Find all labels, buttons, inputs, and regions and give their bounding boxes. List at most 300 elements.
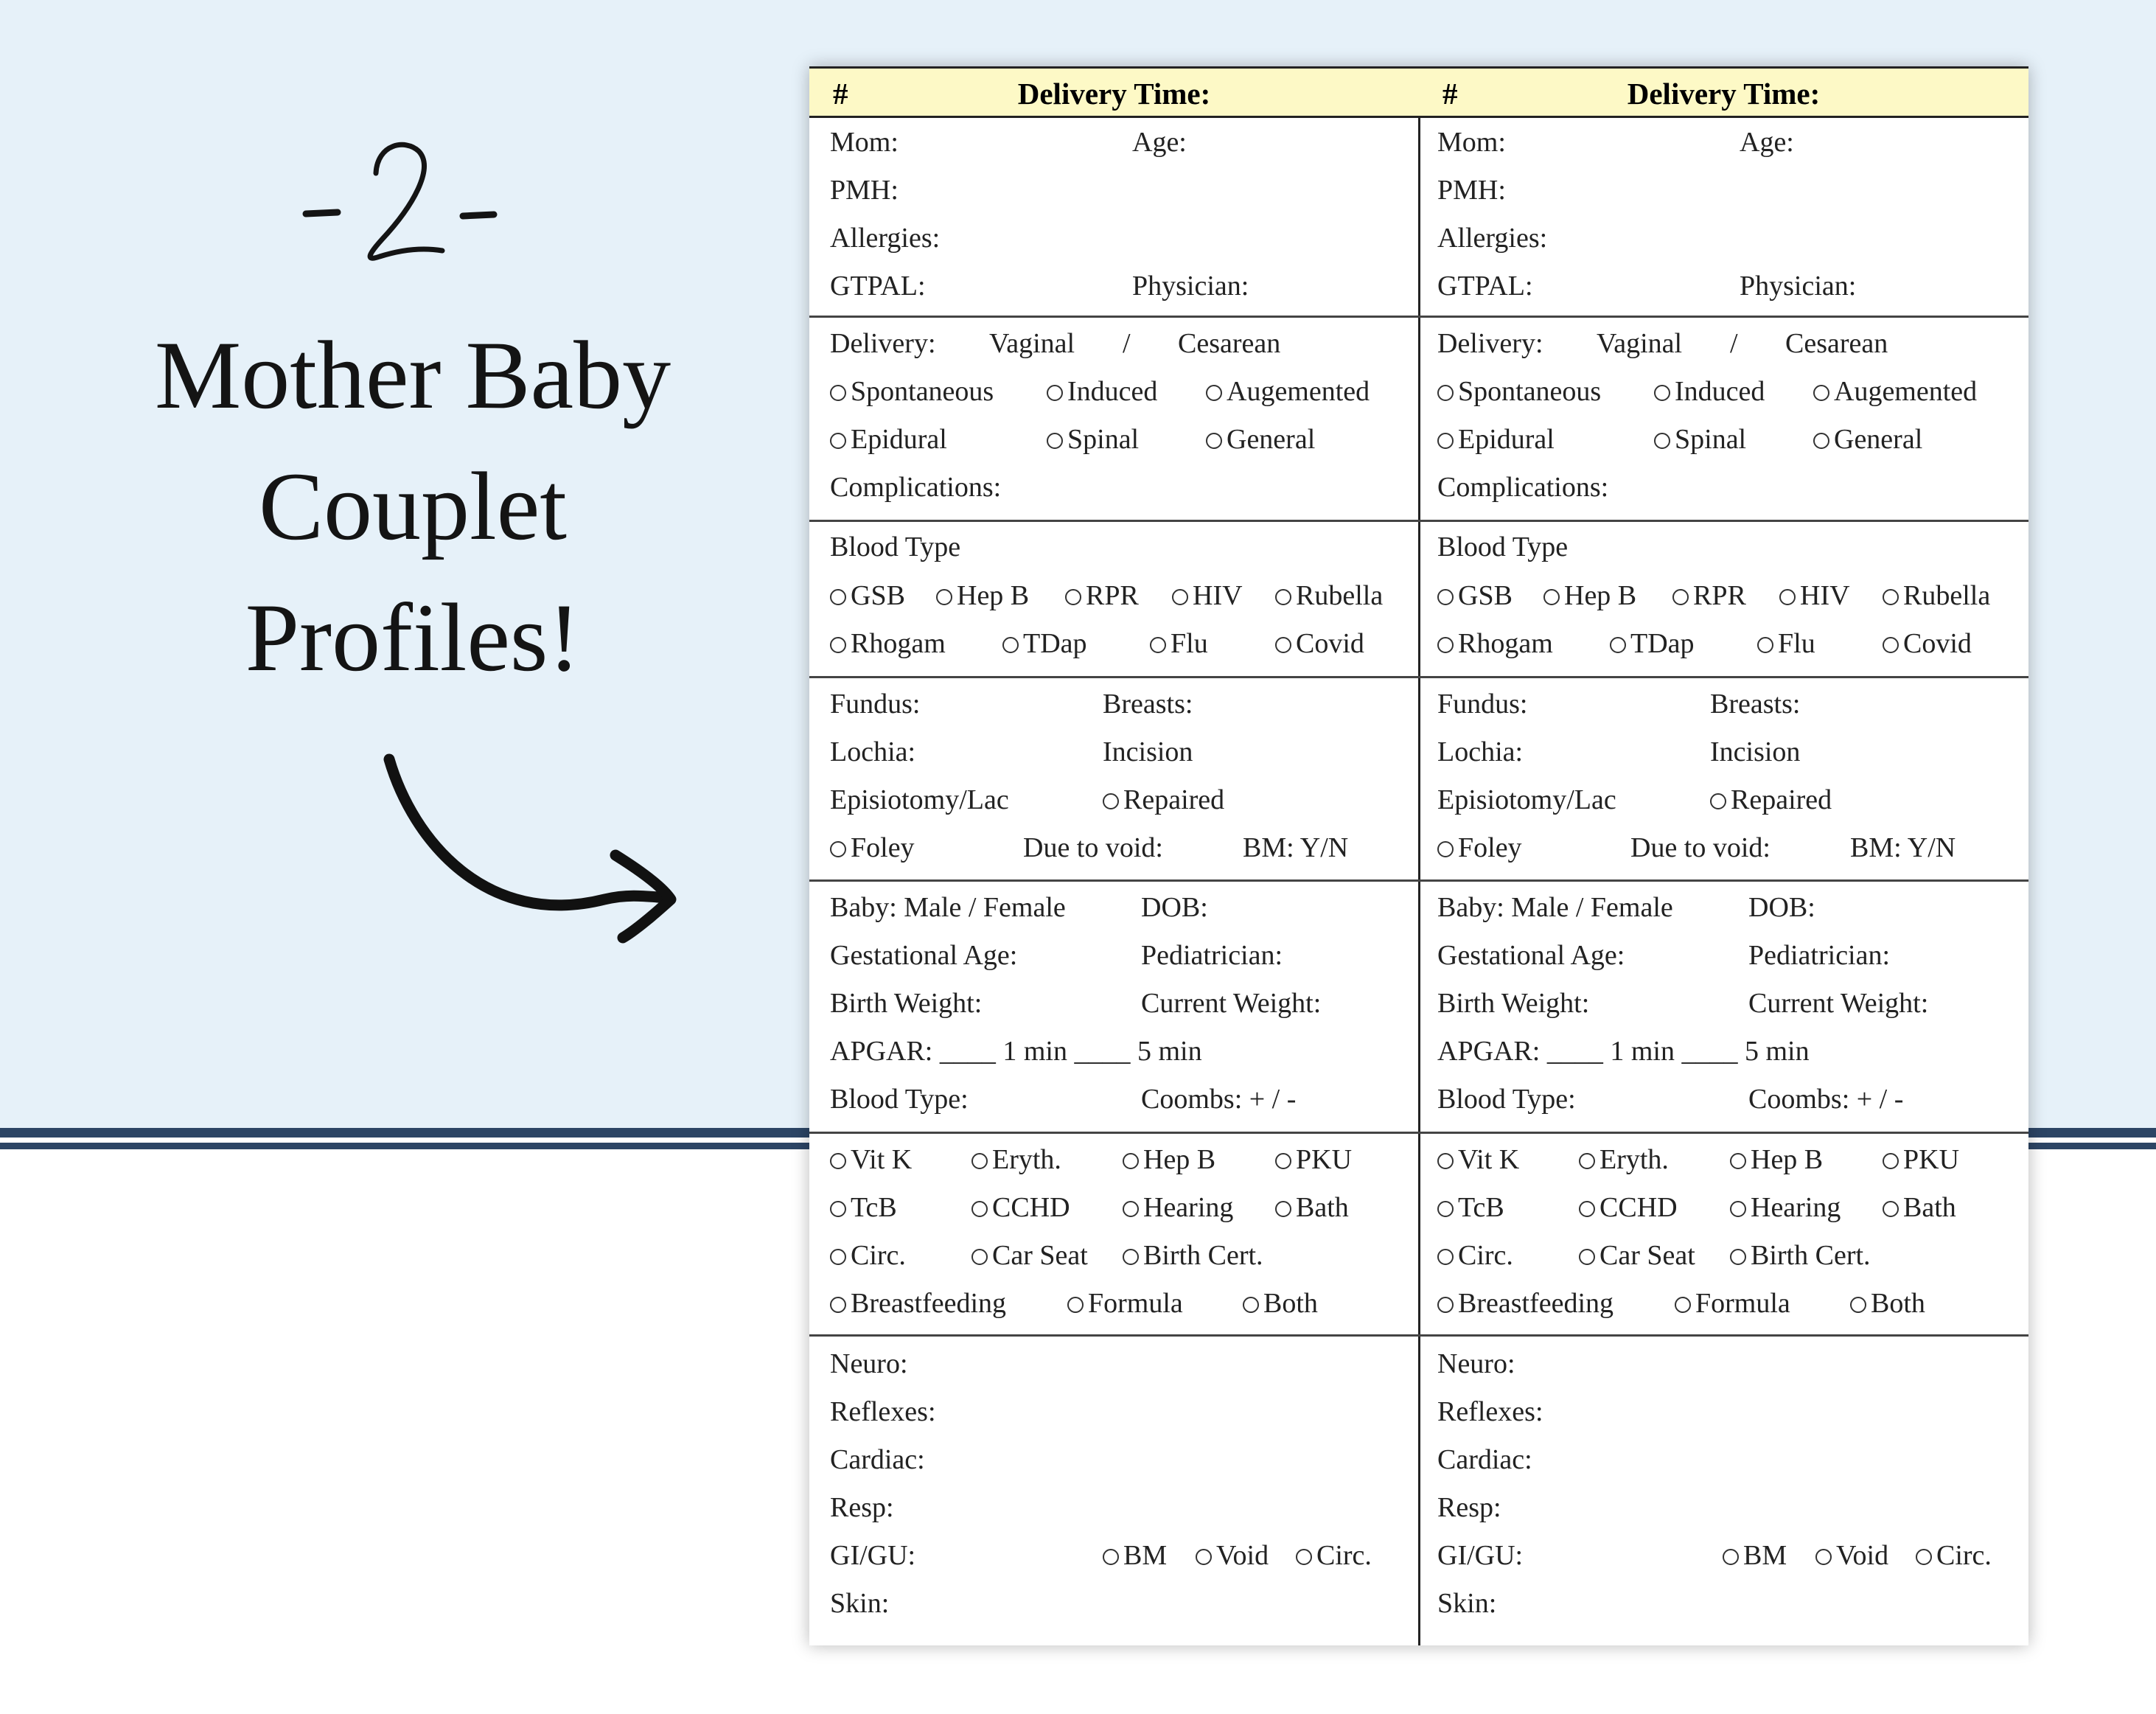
radio-circle-icon[interactable] — [1196, 1549, 1212, 1565]
radio-circle-icon[interactable] — [1206, 433, 1222, 449]
gigu-circ-option[interactable] — [1296, 1537, 1372, 1574]
gestational-age-label: Gestational Age: — [1437, 940, 1625, 971]
bm-label: BM: Y/N — [1243, 832, 1349, 863]
current-weight-label: Current Weight: — [1748, 988, 1929, 1019]
option-label: BM — [1123, 1540, 1168, 1571]
delivery-section — [809, 318, 1419, 522]
option-label: Bath — [1296, 1192, 1349, 1223]
option-label: Covid — [1296, 628, 1364, 659]
hiv-option[interactable] — [1172, 577, 1243, 614]
neuro-label: Neuro: — [830, 1348, 908, 1379]
option-label: Circ. — [1458, 1240, 1513, 1271]
option-label: Eryth. — [992, 1144, 1061, 1175]
couplet-profile-right — [1419, 66, 2028, 1645]
radio-circle-icon[interactable] — [1067, 1297, 1084, 1313]
tcb-option[interactable] — [830, 1189, 897, 1226]
profile-header — [1419, 66, 2028, 118]
radio-circle-icon[interactable] — [1437, 433, 1454, 449]
radio-circle-icon[interactable] — [1437, 1249, 1454, 1265]
radio-circle-icon[interactable] — [1047, 385, 1063, 401]
room-number-label: # — [833, 77, 848, 111]
radio-circle-icon[interactable] — [1296, 1549, 1312, 1565]
option-label: Formula — [1088, 1288, 1183, 1319]
rubella-option[interactable] — [1883, 577, 1990, 614]
option-label: Foley — [1458, 832, 1522, 863]
induced-option[interactable] — [1047, 373, 1157, 410]
promo-title-line: Profiles! — [245, 583, 581, 691]
circ-option[interactable] — [1437, 1237, 1513, 1274]
option-label: Hearing — [1143, 1192, 1234, 1223]
gigu-label: GI/GU: — [830, 1540, 916, 1571]
option-label: Rhogam — [851, 628, 946, 659]
age-label: Age: — [1132, 127, 1187, 158]
rpr-option[interactable] — [1065, 577, 1139, 614]
skin-label: Skin: — [1437, 1588, 1497, 1619]
radio-circle-icon[interactable] — [1172, 589, 1188, 605]
hep-b-vaccine-option[interactable] — [1123, 1141, 1215, 1178]
labs-section — [809, 522, 1419, 678]
radio-circle-icon[interactable] — [1579, 1201, 1595, 1217]
option-label: Flu — [1778, 628, 1815, 659]
radio-circle-icon[interactable] — [1883, 637, 1899, 653]
vit-k-option[interactable] — [1437, 1141, 1519, 1178]
gestational-age-label: Gestational Age: — [830, 940, 1018, 971]
assessment-section — [1419, 678, 2028, 882]
option-label: Car Seat — [992, 1240, 1088, 1271]
baby-care-section — [1419, 1134, 2028, 1337]
repaired-option[interactable] — [1103, 781, 1224, 818]
option-label: CCHD — [992, 1192, 1070, 1223]
script-number-two — [295, 111, 516, 280]
covid-option[interactable] — [1883, 625, 1972, 662]
rubella-option[interactable] — [1275, 577, 1383, 614]
option-label: Both — [1871, 1288, 1925, 1319]
systems-section — [1419, 1337, 2028, 1645]
cardiac-label: Cardiac: — [1437, 1444, 1532, 1475]
hiv-option[interactable] — [1779, 577, 1850, 614]
option-label: Repaired — [1123, 784, 1225, 815]
option-label: GSB — [851, 580, 905, 611]
apgar-label: APGAR: ____ 1 min ____ 5 min — [1437, 1036, 1810, 1067]
rpr-option[interactable] — [1672, 577, 1746, 614]
radio-circle-icon[interactable] — [1437, 589, 1454, 605]
baby-blood-type-label: Blood Type: — [1437, 1084, 1576, 1115]
option-label: Breastfeeding — [851, 1288, 1007, 1319]
birth-weight-label: Birth Weight: — [830, 988, 983, 1019]
option-label: Circ. — [1316, 1540, 1372, 1571]
radio-circle-icon[interactable] — [971, 1249, 988, 1265]
breasts-label: Breasts: — [1103, 689, 1193, 720]
radio-circle-icon[interactable] — [1916, 1549, 1932, 1565]
bath-option[interactable] — [1275, 1189, 1349, 1226]
radio-circle-icon[interactable] — [1813, 433, 1829, 449]
systems-section — [809, 1337, 1419, 1645]
option-label: RPR — [1086, 580, 1139, 611]
radio-circle-icon[interactable] — [830, 1297, 846, 1313]
augemented-option[interactable] — [1813, 373, 1977, 410]
coombs-label: Coombs: + / - — [1141, 1084, 1297, 1115]
option-label: Vit K — [851, 1144, 913, 1175]
radio-circle-icon[interactable] — [1757, 637, 1773, 653]
tdap-option[interactable] — [1002, 625, 1087, 662]
induced-option[interactable] — [1654, 373, 1765, 410]
profile-header — [809, 66, 1419, 118]
radio-circle-icon[interactable] — [1103, 1549, 1119, 1565]
breasts-label: Breasts: — [1710, 689, 1801, 720]
hearing-option[interactable] — [1123, 1189, 1233, 1226]
option-label: TcB — [1458, 1192, 1504, 1223]
option-label: Formula — [1695, 1288, 1790, 1319]
foley-option[interactable] — [830, 829, 915, 866]
gtpal-label: GTPAL: — [1437, 271, 1533, 302]
vaginal-label: Vaginal — [989, 328, 1075, 359]
radio-circle-icon[interactable] — [1437, 1153, 1454, 1169]
curved-arrow-icon — [369, 745, 693, 958]
radio-circle-icon[interactable] — [936, 589, 952, 605]
option-label: Epidural — [1458, 424, 1555, 455]
pku-option[interactable] — [1883, 1141, 1959, 1178]
formula-option[interactable] — [1067, 1285, 1183, 1322]
option-label: Epidural — [851, 424, 947, 455]
radio-circle-icon[interactable] — [830, 385, 846, 401]
hep-b-option[interactable] — [936, 577, 1029, 614]
option-label: HIV — [1193, 580, 1243, 611]
radio-circle-icon[interactable] — [1654, 433, 1670, 449]
bath-option[interactable] — [1883, 1189, 1956, 1226]
slash-label: / — [1123, 328, 1131, 359]
option-label: Hep B — [1143, 1144, 1216, 1175]
option-label: HIV — [1800, 580, 1850, 611]
option-label: Augemented — [1834, 376, 1978, 407]
radio-circle-icon[interactable] — [1813, 385, 1829, 401]
radio-circle-icon[interactable] — [1437, 841, 1454, 857]
bm-option[interactable] — [1103, 1537, 1167, 1574]
lochia-label: Lochia: — [830, 736, 916, 767]
radio-circle-icon[interactable] — [1065, 589, 1081, 605]
birth-weight-label: Birth Weight: — [1437, 988, 1590, 1019]
resp-label: Resp: — [830, 1492, 894, 1523]
incision-label: Incision — [1710, 736, 1801, 767]
radio-circle-icon[interactable] — [1437, 637, 1454, 653]
option-label: Hep B — [1751, 1144, 1824, 1175]
pmh-label: PMH: — [830, 175, 899, 206]
option-label: Circ. — [1936, 1540, 1992, 1571]
pediatrician-label: Pediatrician: — [1141, 940, 1283, 971]
option-label: General — [1227, 424, 1316, 455]
radio-circle-icon[interactable] — [830, 1153, 846, 1169]
radio-circle-icon[interactable] — [830, 433, 846, 449]
rhogam-option[interactable] — [1437, 625, 1553, 662]
radio-circle-icon[interactable] — [1815, 1549, 1832, 1565]
radio-circle-icon[interactable] — [1002, 637, 1019, 653]
both-option[interactable] — [1850, 1285, 1925, 1322]
spontaneous-option[interactable] — [830, 373, 994, 410]
radio-circle-icon[interactable] — [1437, 385, 1454, 401]
option-label: BM — [1743, 1540, 1787, 1571]
pediatrician-label: Pediatrician: — [1748, 940, 1891, 971]
radio-circle-icon[interactable] — [1883, 589, 1899, 605]
radio-circle-icon[interactable] — [830, 841, 846, 857]
assessment-section — [809, 678, 1419, 882]
augemented-option[interactable] — [1206, 373, 1370, 410]
eryth-option[interactable] — [1579, 1141, 1669, 1178]
rhogam-option[interactable] — [830, 625, 946, 662]
radio-circle-icon[interactable] — [1883, 1201, 1899, 1217]
neuro-label: Neuro: — [1437, 1348, 1515, 1379]
gsb-option[interactable] — [1437, 577, 1513, 614]
episiotomy-label: Episiotomy/Lac — [1437, 784, 1616, 815]
option-label: Bath — [1903, 1192, 1956, 1223]
promo-title-line: Mother Baby — [154, 321, 671, 429]
formula-option[interactable] — [1675, 1285, 1790, 1322]
radio-circle-icon[interactable] — [1675, 1297, 1691, 1313]
radio-circle-icon[interactable] — [1275, 637, 1291, 653]
option-label: Foley — [851, 832, 915, 863]
radio-circle-icon[interactable] — [830, 637, 846, 653]
option-label: Spinal — [1067, 424, 1140, 455]
promo-title — [88, 310, 737, 703]
option-label: Spontaneous — [1458, 376, 1602, 407]
radio-circle-icon[interactable] — [1730, 1201, 1746, 1217]
radio-circle-icon[interactable] — [1543, 589, 1560, 605]
option-label: TDap — [1023, 628, 1087, 659]
hep-b-option[interactable] — [1543, 577, 1636, 614]
birth-cert-option[interactable] — [1123, 1237, 1263, 1274]
option-label: Induced — [1675, 376, 1765, 407]
repaired-option[interactable] — [1710, 781, 1832, 818]
option-label: PKU — [1296, 1144, 1353, 1175]
baby-sex-label: Baby: Male / Female — [830, 892, 1066, 923]
option-label: PKU — [1903, 1144, 1960, 1175]
option-label: Hearing — [1751, 1192, 1841, 1223]
option-label: General — [1834, 424, 1923, 455]
mom-label: Mom: — [1437, 127, 1506, 158]
blood-type-label: Blood Type — [1437, 532, 1569, 562]
radio-circle-icon[interactable] — [1779, 589, 1796, 605]
epidural-option[interactable] — [830, 421, 947, 458]
radio-circle-icon[interactable] — [1730, 1153, 1746, 1169]
option-label: Breastfeeding — [1458, 1288, 1614, 1319]
radio-circle-icon[interactable] — [830, 1201, 846, 1217]
dob-label: DOB: — [1748, 892, 1815, 923]
radio-circle-icon[interactable] — [1123, 1249, 1139, 1265]
radio-circle-icon[interactable] — [1672, 589, 1689, 605]
baby-section — [1419, 882, 2028, 1134]
radio-circle-icon[interactable] — [971, 1201, 988, 1217]
option-label: Spontaneous — [851, 376, 994, 407]
due-to-void-label: Due to void: — [1630, 832, 1770, 863]
option-label: Eryth. — [1599, 1144, 1669, 1175]
foley-option[interactable] — [1437, 829, 1522, 866]
option-label: CCHD — [1599, 1192, 1678, 1223]
epidural-option[interactable] — [1437, 421, 1555, 458]
physician-label: Physician: — [1740, 271, 1857, 302]
current-weight-label: Current Weight: — [1141, 988, 1322, 1019]
radio-circle-icon[interactable] — [1883, 1153, 1899, 1169]
hearing-option[interactable] — [1730, 1189, 1841, 1226]
void-option[interactable] — [1815, 1537, 1888, 1574]
cchd-option[interactable] — [1579, 1189, 1678, 1226]
due-to-void-label: Due to void: — [1023, 832, 1163, 863]
both-option[interactable] — [1243, 1285, 1318, 1322]
tcb-option[interactable] — [1437, 1189, 1504, 1226]
option-label: Induced — [1067, 376, 1158, 407]
blood-type-label: Blood Type — [830, 532, 961, 562]
gsb-option[interactable] — [830, 577, 905, 614]
radio-circle-icon[interactable] — [1437, 1297, 1454, 1313]
cardiac-label: Cardiac: — [830, 1444, 925, 1475]
radio-circle-icon[interactable] — [1206, 385, 1222, 401]
pku-option[interactable] — [1275, 1141, 1352, 1178]
void-option[interactable] — [1196, 1537, 1269, 1574]
allergies-label: Allergies: — [1437, 223, 1548, 254]
option-label: RPR — [1693, 580, 1746, 611]
coombs-label: Coombs: + / - — [1748, 1084, 1904, 1115]
option-label: TDap — [1630, 628, 1695, 659]
radio-circle-icon[interactable] — [1710, 793, 1726, 809]
radio-circle-icon[interactable] — [1123, 1153, 1139, 1169]
baby-blood-type-label: Blood Type: — [830, 1084, 969, 1115]
option-label: Birth Cert. — [1751, 1240, 1871, 1271]
option-label: TcB — [851, 1192, 897, 1223]
option-label: Birth Cert. — [1143, 1240, 1263, 1271]
gtpal-label: GTPAL: — [830, 271, 926, 302]
option-label: Covid — [1903, 628, 1972, 659]
option-label: Void — [1836, 1540, 1889, 1571]
tdap-option[interactable] — [1610, 625, 1695, 662]
option-label: Spinal — [1675, 424, 1747, 455]
spinal-option[interactable] — [1654, 421, 1746, 458]
covid-option[interactable] — [1275, 625, 1364, 662]
option-label: Flu — [1171, 628, 1208, 659]
complications-label: Complications: — [830, 472, 1002, 503]
baby-care-section — [809, 1134, 1419, 1337]
radio-circle-icon[interactable] — [830, 1249, 846, 1265]
reflexes-label: Reflexes: — [830, 1396, 936, 1427]
delivery-time-label: Delivery Time: — [1627, 77, 1821, 111]
circ-option[interactable] — [830, 1237, 906, 1274]
general-option[interactable] — [1813, 421, 1922, 458]
slash-label: / — [1730, 328, 1738, 359]
fundus-label: Fundus: — [1437, 689, 1528, 720]
radio-circle-icon[interactable] — [1579, 1153, 1595, 1169]
room-number-label: # — [1442, 77, 1458, 111]
flu-option[interactable] — [1150, 625, 1208, 662]
breastfeeding-option[interactable] — [1437, 1285, 1613, 1322]
option-label: Both — [1263, 1288, 1318, 1319]
radio-circle-icon[interactable] — [1275, 589, 1291, 605]
allergies-label: Allergies: — [830, 223, 941, 254]
radio-circle-icon[interactable] — [1243, 1297, 1259, 1313]
baby-section — [809, 882, 1419, 1134]
mom-label: Mom: — [830, 127, 899, 158]
gigu-circ-option[interactable] — [1916, 1537, 1992, 1574]
spontaneous-option[interactable] — [1437, 373, 1601, 410]
delivery-section — [1419, 318, 2028, 522]
radio-circle-icon[interactable] — [1723, 1549, 1739, 1565]
physician-label: Physician: — [1132, 271, 1249, 302]
reflexes-label: Reflexes: — [1437, 1396, 1543, 1427]
delivery-label: Delivery: — [1437, 328, 1543, 359]
radio-circle-icon[interactable] — [1123, 1201, 1139, 1217]
car-seat-option[interactable] — [971, 1237, 1088, 1274]
gigu-label: GI/GU: — [1437, 1540, 1524, 1571]
option-label: Repaired — [1731, 784, 1832, 815]
apgar-label: APGAR: ____ 1 min ____ 5 min — [830, 1036, 1202, 1067]
option-label: Rubella — [1296, 580, 1384, 611]
cesarean-label: Cesarean — [1785, 328, 1888, 359]
radio-circle-icon[interactable] — [1150, 637, 1166, 653]
option-label: Void — [1216, 1540, 1269, 1571]
flu-option[interactable] — [1757, 625, 1815, 662]
option-label: Hep B — [1564, 580, 1637, 611]
couplet-profile-left — [809, 66, 1419, 1645]
delivery-label: Delivery: — [830, 328, 936, 359]
option-label: Rubella — [1903, 580, 1991, 611]
radio-circle-icon[interactable] — [971, 1153, 988, 1169]
labs-section — [1419, 522, 2028, 678]
car-seat-option[interactable] — [1579, 1237, 1695, 1274]
radio-circle-icon[interactable] — [1850, 1297, 1866, 1313]
radio-circle-icon[interactable] — [1610, 637, 1626, 653]
resp-label: Resp: — [1437, 1492, 1501, 1523]
complications-label: Complications: — [1437, 472, 1609, 503]
option-label: Augemented — [1227, 376, 1370, 407]
spinal-option[interactable] — [1047, 421, 1139, 458]
radio-circle-icon[interactable] — [1437, 1201, 1454, 1217]
radio-circle-icon[interactable] — [1275, 1201, 1291, 1217]
radio-circle-icon[interactable] — [830, 589, 846, 605]
delivery-time-label: Delivery Time: — [1017, 77, 1211, 111]
option-label: GSB — [1458, 580, 1513, 611]
lochia-label: Lochia: — [1437, 736, 1524, 767]
bm-option[interactable] — [1723, 1537, 1787, 1574]
bm-label: BM: Y/N — [1850, 832, 1956, 863]
profile-sheet — [809, 66, 2028, 1645]
episiotomy-label: Episiotomy/Lac — [830, 784, 1009, 815]
option-label: Car Seat — [1599, 1240, 1695, 1271]
breastfeeding-option[interactable] — [830, 1285, 1006, 1322]
mom-section — [809, 118, 1419, 318]
incision-label: Incision — [1103, 736, 1193, 767]
radio-circle-icon[interactable] — [1579, 1249, 1595, 1265]
cesarean-label: Cesarean — [1178, 328, 1281, 359]
radio-circle-icon[interactable] — [1275, 1153, 1291, 1169]
option-label: Hep B — [957, 580, 1030, 611]
eryth-option[interactable] — [971, 1141, 1061, 1178]
option-label: Vit K — [1458, 1144, 1520, 1175]
vaginal-label: Vaginal — [1597, 328, 1683, 359]
pmh-label: PMH: — [1437, 175, 1506, 206]
promo-title-line: Couplet — [259, 452, 567, 560]
radio-circle-icon[interactable] — [1730, 1249, 1746, 1265]
option-label: Rhogam — [1458, 628, 1553, 659]
hep-b-vaccine-option[interactable] — [1730, 1141, 1823, 1178]
dob-label: DOB: — [1141, 892, 1208, 923]
age-label: Age: — [1740, 127, 1794, 158]
mom-section — [1419, 118, 2028, 318]
skin-label: Skin: — [830, 1588, 890, 1619]
radio-circle-icon[interactable] — [1654, 385, 1670, 401]
birth-cert-option[interactable] — [1730, 1237, 1871, 1274]
option-label: Circ. — [851, 1240, 906, 1271]
vit-k-option[interactable] — [830, 1141, 912, 1178]
baby-sex-label: Baby: Male / Female — [1437, 892, 1673, 923]
radio-circle-icon[interactable] — [1047, 433, 1063, 449]
general-option[interactable] — [1206, 421, 1315, 458]
cchd-option[interactable] — [971, 1189, 1070, 1226]
radio-circle-icon[interactable] — [1103, 793, 1119, 809]
